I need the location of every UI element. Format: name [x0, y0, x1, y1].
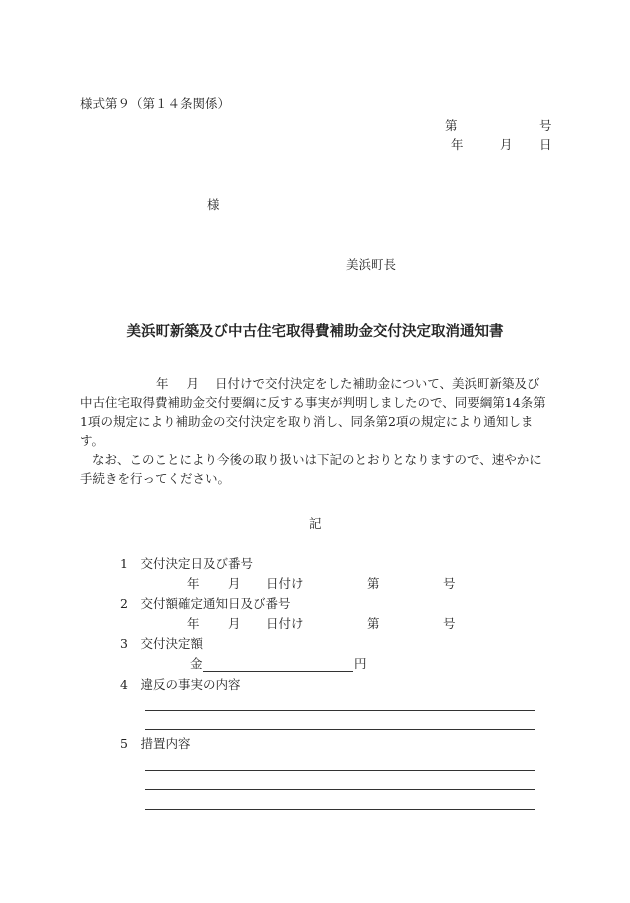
number-prefix: 第 — [445, 118, 458, 133]
item-1-num-prefix: 第 — [367, 576, 380, 591]
measure-line-3 — [145, 809, 535, 810]
violation-line-1 — [145, 710, 535, 711]
item-3-amount-suffix: 円 — [354, 656, 367, 671]
violation-line-2 — [145, 729, 535, 730]
item-3-label: 3 交付決定額 — [120, 636, 203, 651]
paragraph-1 — [80, 374, 552, 450]
item-5-label: 5 措置内容 — [120, 736, 191, 751]
date-year: 年 — [451, 137, 464, 152]
item-2-num-suffix: 号 — [443, 616, 456, 631]
date-month: 月 — [500, 137, 513, 152]
item-2-year: 年 — [187, 616, 200, 631]
paragraph-2: なお、このことにより今後の取り扱いは下記のとおりとなりますので、速やかに手続きを行ってください。 — [80, 452, 542, 486]
paragraph-1-month: 月 — [186, 376, 200, 391]
amount-underline — [203, 671, 353, 672]
item-1-label: 1 交付決定日及び番号 — [120, 556, 253, 571]
measure-line-2 — [145, 789, 535, 790]
measure-line-1 — [145, 770, 535, 771]
paragraph-1-text: 日付けで交付決定をした補助金について、美浜町新築及び中古住宅取得費補助金交付要綱に反する事実が判明しましたので、同要綱第14条第1項の規定により補助金の交付決定を取り消し、同条第2項の規定により通知します。 — [80, 376, 546, 448]
paragraph-1-year: 年 — [156, 376, 169, 391]
item-2-label: 2 交付額確定通知日及び番号 — [120, 596, 291, 611]
item-2-num-prefix: 第 — [367, 616, 380, 631]
number-suffix: 号 — [539, 118, 552, 133]
item-2-date-suffix: 日付け — [266, 616, 304, 631]
sender-name: 美浜町長 — [346, 257, 397, 272]
item-1-year: 年 — [187, 576, 200, 591]
form-label: 様式第９（第１４条関係） — [80, 96, 231, 111]
item-4-label: 4 違反の事実の内容 — [120, 677, 241, 692]
item-1-month: 月 — [228, 576, 241, 591]
item-3-amount-prefix: 金 — [190, 656, 203, 671]
date-day: 日 — [539, 137, 552, 152]
addressee-honorific: 様 — [207, 197, 220, 212]
document-title: 美浜町新築及び中古住宅取得費補助金交付決定取消通知書 — [126, 323, 504, 340]
item-2-month: 月 — [228, 616, 241, 631]
item-1-num-suffix: 号 — [443, 576, 456, 591]
item-1-date-suffix: 日付け — [266, 576, 304, 591]
ki-heading: 記 — [309, 516, 322, 531]
